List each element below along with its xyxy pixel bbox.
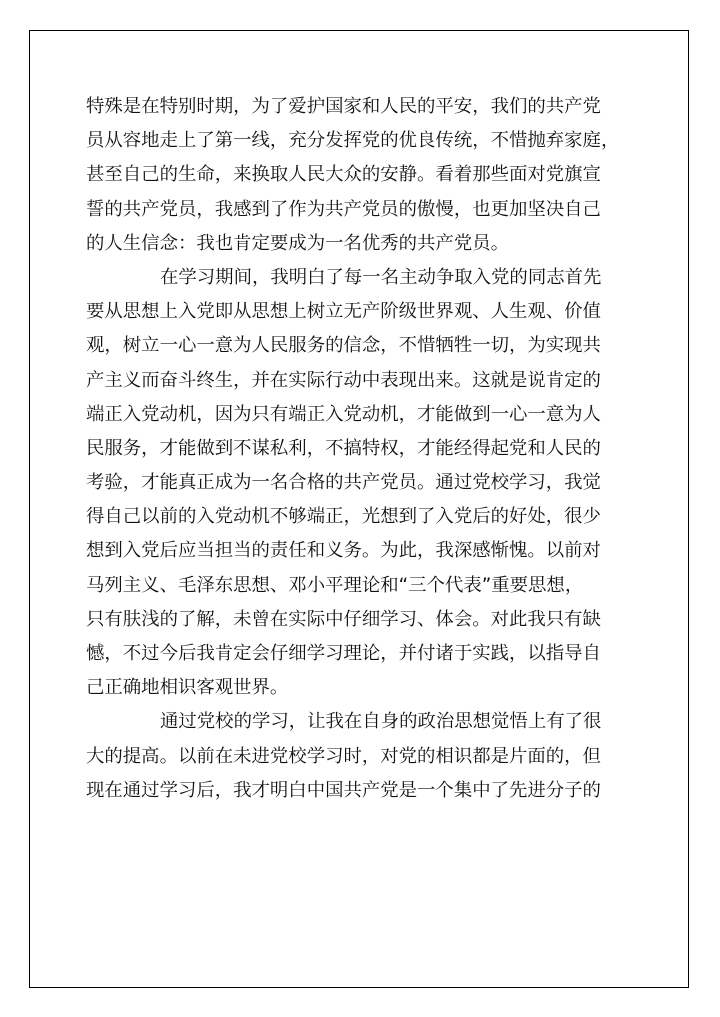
paragraph-2-line-3: 观，树立一心一意为人民服务的信念，不惜牺牲一切，为实现共 [86,335,601,357]
paragraph-3-line-3: 现在通过学习后，我才明白中国共产党是一个集中了先进分子的 [86,779,601,801]
paragraph-2-line-11: 只有肤浅的了解，未曾在实际中仔细学习、体会。对此我只有缺 [86,608,601,630]
paragraph-2-line-2: 要从思想上入党即从思想上树立无产阶级世界观、人生观、价值 [86,301,601,323]
paragraph-2-line-4: 产主义而奋斗终生，并在实际行动中表现出来。这就是说肯定的 [86,369,601,391]
paragraph-2-line-7: 考验，才能真正成为一名合格的共产党员。通过党校学习，我觉 [86,472,601,494]
paragraph-2-line-12: 憾，不过今后我肯定会仔细学习理论，并付诸于实践，以指导自 [86,643,601,664]
paragraph-2-line-5: 端正入党动机，因为只有端正入党动机，才能做到一心一意为人 [86,403,601,425]
paragraph-1-line-4: 誓的共产党员，我感到了作为共产党员的傲慢，也更加坚决自己 [86,198,601,220]
paragraph-3-line-1: 通过党校的学习，让我在自身的政治思想觉悟上有了很 [160,711,602,733]
paragraph-3-line-2: 大的提高。以前在未进党校学习时，对党的相识都是片面的，但 [86,745,601,767]
paragraph-2-line-13: 己正确地相识客观世界。 [86,677,289,699]
paragraph-2-line-10: 马列主义、毛泽东思想、邓小平理论和“三个代表”重要思想， [86,574,584,596]
paragraph-2-line-9: 想到入党后应当担当的责任和义务。为此，我深感惭愧。以前对 [86,540,601,562]
paragraph-1-line-2: 员从容地走上了第一线，充分发挥党的优良传统，不惜抛弃家庭， [86,130,620,152]
paragraph-1-line-3: 甚至自己的生命，来换取人民大众的安静。看着那些面对党旗宣 [86,164,601,186]
paragraph-1-line-5: 的人生信念：我也肯定要成为一名优秀的共产党员。 [86,232,509,254]
paragraph-2-line-8: 得自己以前的入党动机不够端正，光想到了入党后的好处，很少 [86,506,601,528]
paragraph-2-line-6: 民服务，才能做到不谋私利，不搞特权，才能经得起党和人民的 [86,437,601,459]
paragraph-1-line-1: 特殊是在特别时期，为了爱护国家和人民的平安，我们的共产党 [86,96,601,117]
paragraph-2-line-1: 在学习期间，我明白了每一名主动争取入党的同志首先 [160,266,602,288]
document-body [86,90,636,808]
